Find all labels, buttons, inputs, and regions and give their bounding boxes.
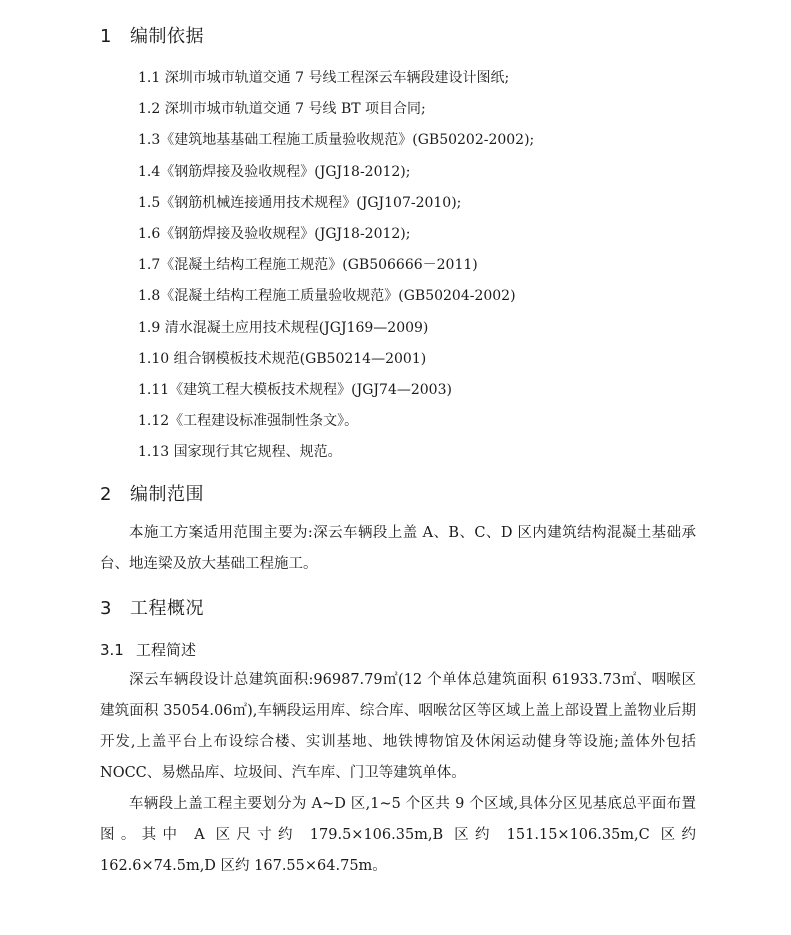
section-heading-overview — [100, 594, 204, 620]
reference-item: 1.13 国家现行其它规程、规范。 — [138, 444, 342, 461]
section-number: 1 — [100, 26, 112, 47]
reference-item: 1.7《混凝土结构工程施工规范》(GB506666－2011) — [138, 257, 478, 274]
subsection-heading-summary — [100, 639, 196, 660]
reference-item: 1.10 组合钢模板技术规范(GB50214—2001) — [138, 350, 427, 367]
reference-item: 1.9 清水混凝土应用技术规程(JGJ169—2009) — [138, 319, 429, 336]
summary-paragraph-zones: 车辆段上盖工程主要划分为 A~D 区,1~5 个区共 9 个区域,具体分区见基底总平面布置图。其中 A 区尺寸约 179.5×106.35m,B 区约 151.15×106.35m,C 区约 162.6×74.5m,D 区约 167.55×64.75m。 — [100, 796, 696, 874]
reference-item: 1.5《钢筋机械连接通用技术规程》(JGJ107-2010); — [138, 194, 462, 211]
section-number: 2 — [100, 484, 112, 505]
section-title: 工程概况 — [130, 598, 204, 619]
reference-item: 1.12《工程建设标准强制性条文》。 — [138, 413, 359, 430]
reference-item: 1.3《建筑地基基础工程施工质量验收规范》(GB50202-2002); — [138, 132, 535, 149]
reference-item: 1.8《混凝土结构工程施工质量验收规范》(GB50204-2002) — [138, 288, 516, 305]
reference-item: 1.1 深圳市城市轨道交通 7 号线工程深云车辆段建设计图纸; — [138, 70, 510, 86]
reference-item: 1.2 深圳市城市轨道交通 7 号线 BT 项目合同; — [138, 101, 426, 118]
reference-item: 1.4《钢筋焊接及验收规程》(JGJ18-2012); — [138, 163, 411, 180]
reference-list — [138, 66, 534, 471]
section-title: 编制依据 — [130, 26, 204, 47]
section-title: 编制范围 — [130, 484, 204, 505]
summary-paragraph-area: 深云车辆段设计总建筑面积:96987.79㎡(12 个单体总建筑面积 61933.73㎡、咽喉区建筑面积 35054.06㎡),车辆段运用库、综合库、咽喉岔区等区域上盖上部设置上盖物业后期开发,上盖平台上布设综合楼、实训基地、地铁博物馆及休闲运动健身等设施;盖体外包括 NOCC、易燃品库、垃圾间、汽车库、门卫等建筑单体。 — [100, 672, 696, 781]
section-number: 3 — [100, 598, 112, 619]
scope-paragraph: 本施工方案适用范围主要为:深云车辆段上盖 A、B、C、D 区内建筑结构混凝土基础承台、地连梁及放大基础工程施工。 — [100, 525, 696, 572]
subsection-number: 3.1 — [100, 641, 124, 659]
reference-item: 1.6《钢筋焊接及验收规程》(JGJ18-2012); — [138, 225, 411, 242]
reference-item: 1.11《建筑工程大模板技术规程》(JGJ74—2003) — [138, 381, 452, 398]
section-heading-basis — [100, 22, 204, 48]
subsection-title: 工程简述 — [136, 641, 197, 659]
section-heading-scope — [100, 480, 204, 506]
